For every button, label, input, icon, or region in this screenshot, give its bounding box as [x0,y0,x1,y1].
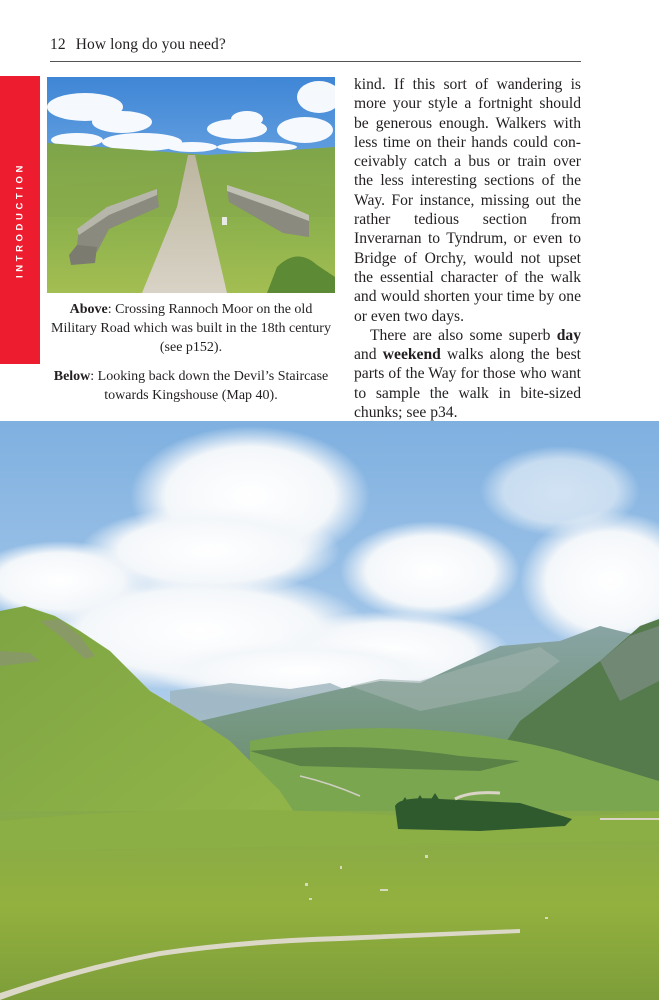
header-rule [50,61,581,62]
paragraph-2-text: There are also some superb [370,326,557,344]
caption-below [47,367,335,405]
section-tab [0,76,40,364]
caption-above [47,300,335,357]
body-text-column [354,75,581,422]
running-head [50,36,581,54]
photo-devils-staircase [0,421,659,1000]
photo-rannoch-moor-bridge [47,77,335,293]
caption-below-text: : Looking back down the Devil’s Staircase towards Kingshouse (Map 40). [90,369,329,403]
paragraph-2-text: walks along the best parts of the Way for those who want to sample the walk in bite-sized chunks; see p34. [354,346,581,422]
bridge-photo-illustration [47,77,335,293]
caption-above-text: : Crossing Rannoch Moor on the old Military Road which was built in the 18th century (see p152). [51,302,331,355]
bold-day: day [556,326,581,344]
caption-above-lead: Above [69,302,108,317]
glen-photo-illustration [0,421,659,1000]
body-paragraph-2 [354,326,581,422]
page-number: 12 [50,36,66,53]
running-head-title: How long do you need? [75,36,226,53]
paragraph-2-text: and [354,346,383,364]
section-tab-label: INTRODUCTION [14,161,26,279]
body-paragraph-1: kind. If this sort of wandering is more your style a fortnight should be generous enough. Walkers with less time on their hands could conceivably catch a bus or train over the less interesting sections of the Way. For instance, missing out the rather tedious section from Inverarnan to Tyndrum, or even to Bridge of Orchy, would not upset the essential character of the walk and would shorten your time by one or even two days. [354,76,581,325]
bold-weekend: weekend [382,346,441,364]
caption-below-lead: Below [53,369,91,384]
